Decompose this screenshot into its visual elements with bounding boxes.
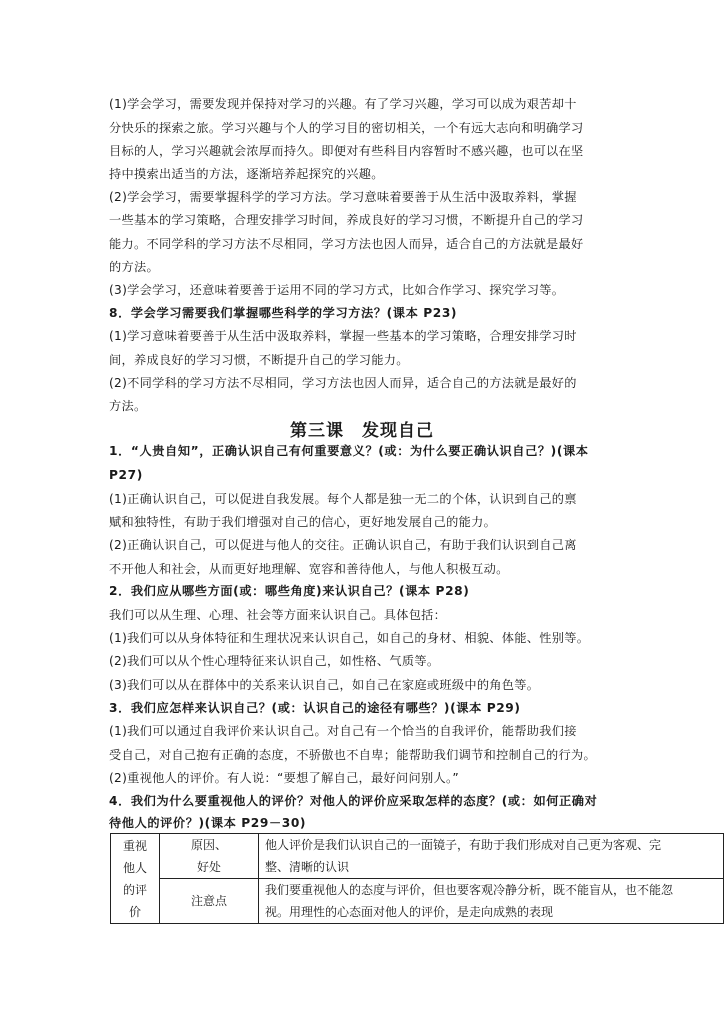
question-heading: 8．学会学习需要我们掌握哪些科学的学习方法？(课本 P23) <box>109 306 458 320</box>
paragraph-line: 赋和独特性，有助于我们增强对自己的信心，更好地发展自己的能力。 <box>109 515 497 529</box>
paragraph-line: (3)我们可以从在群体中的关系来认识自己，如自己在家庭或班级中的角色等。 <box>109 678 540 692</box>
question-heading: 1．“人贵自知”，正确认识自己有何重要意义？(或：为什么要正确认识自己？)(课本 <box>109 444 589 458</box>
paragraph-line: 不开他人和社会，从而更好地理解、宽容和善待他人，与他人积极互动。 <box>109 562 509 576</box>
paragraph-line: 我们可以从生理、心理、社会等方面来认识自己。具体包括： <box>109 608 447 622</box>
table-label-cell: 注意点 <box>160 879 259 924</box>
paragraph-line: 能力。不同学科的学习方法不尽相同，学习方法也因人而异，适合自己的方法就是最好 <box>109 237 584 251</box>
question-heading: 3．我们应怎样来认识自己？(或：认识自己的途径有哪些？)(课本 P29) <box>109 701 521 715</box>
table-row <box>111 834 724 879</box>
paragraph-line: (1)正确认识自己，可以促进自我发展。每个人都是独一无二的个体，认识到自己的禀 <box>109 492 577 506</box>
question-heading: 待他人的评价？)(课本 P29－30) <box>109 816 307 830</box>
paragraph-line: (2)重视他人的评价。有人说：“要想了解自己，最好问问别人。” <box>109 771 459 785</box>
paragraph-line: (1)学会学习，需要发现并保持对学习的兴趣。有了学习兴趣，学习可以成为艰苦却十 <box>109 97 577 111</box>
paragraph-line: 间，养成良好的学习习惯，不断提升自己的学习能力。 <box>109 353 409 367</box>
paragraph-line: (1)我们可以通过自我评价来认识自己。对自己有一个恰当的自我评价，能帮助我们接 <box>109 724 577 738</box>
paragraph-line: 的方法。 <box>109 260 159 274</box>
lesson-title: 第三课 发现自己 <box>290 421 434 441</box>
paragraph-line: (1)学习意味着要善于从生活中汲取养料，掌握一些基本的学习策略，合理安排学习时 <box>109 329 577 343</box>
table-content-cell: 他人评价是我们认识自己的一面镜子，有助于我们形成对自己更为客观、完 整、清晰的认识 <box>259 834 724 879</box>
paragraph-line: 方法。 <box>109 399 147 413</box>
question-heading: 2．我们应从哪些方面(或：哪些角度)来认识自己？(课本 P28) <box>109 584 470 598</box>
table-label-cell: 原因、 好处 <box>160 834 259 879</box>
question-heading: P27) <box>109 468 143 482</box>
paragraph-line: (2)学会学习，需要掌握科学的学习方法。学习意味着要善于从生活中汲取养料，掌握 <box>109 190 577 204</box>
paragraph-line: 持中摸索出适当的方法，逐渐培养起探究的兴趣。 <box>109 167 384 181</box>
table-content-cell: 我们要重视他人的态度与评价，但也要客观冷静分析，既不能盲从，也不能忽 视。用理性的心态面对他人的评价，是走向成熟的表现 <box>259 879 724 924</box>
paragraph-line: (2)正确认识自己，可以促进与他人的交往。正确认识自己，有助于我们认识到自己离 <box>109 538 577 552</box>
paragraph-line: 分快乐的探索之旅。学习兴趣与个人的学习目的密切相关，一个有远大志向和明确学习 <box>109 121 584 135</box>
paragraph-line: (2)我们可以从个性心理特征来认识自己，如性格、气质等。 <box>109 654 440 668</box>
paragraph-line: 受自己，对自己抱有正确的态度，不骄傲也不自卑；能帮助我们调节和控制自己的行为。 <box>109 748 597 762</box>
paragraph-line: (3)学会学习，还意味着要善于运用不同的学习方式，比如合作学习、探究学习等。 <box>109 283 565 297</box>
paragraph-line: (1)我们可以从身体特征和生理状况来认识自己，如自己的身材、相貌、体能、性别等。 <box>109 631 590 645</box>
table-header-cell: 重视 他人 的评 价 <box>111 834 160 924</box>
question-heading: 4．我们为什么要重视他人的评价？对他人的评价应采取怎样的态度？(或：如何正确对 <box>109 794 598 808</box>
paragraph-line: 一些基本的学习策略，合理安排学习时间，养成良好的学习习惯，不断提升自己的学习 <box>109 213 584 227</box>
evaluation-table <box>110 833 724 924</box>
paragraph-line: 目标的人，学习兴趣就会浓厚而持久。即便对有些科目内容暂时不感兴趣，也可以在坚 <box>109 144 584 158</box>
table-row <box>111 879 724 924</box>
paragraph-line: (2)不同学科的学习方法不尽相同，学习方法也因人而异，适合自己的方法就是最好的 <box>109 376 577 390</box>
